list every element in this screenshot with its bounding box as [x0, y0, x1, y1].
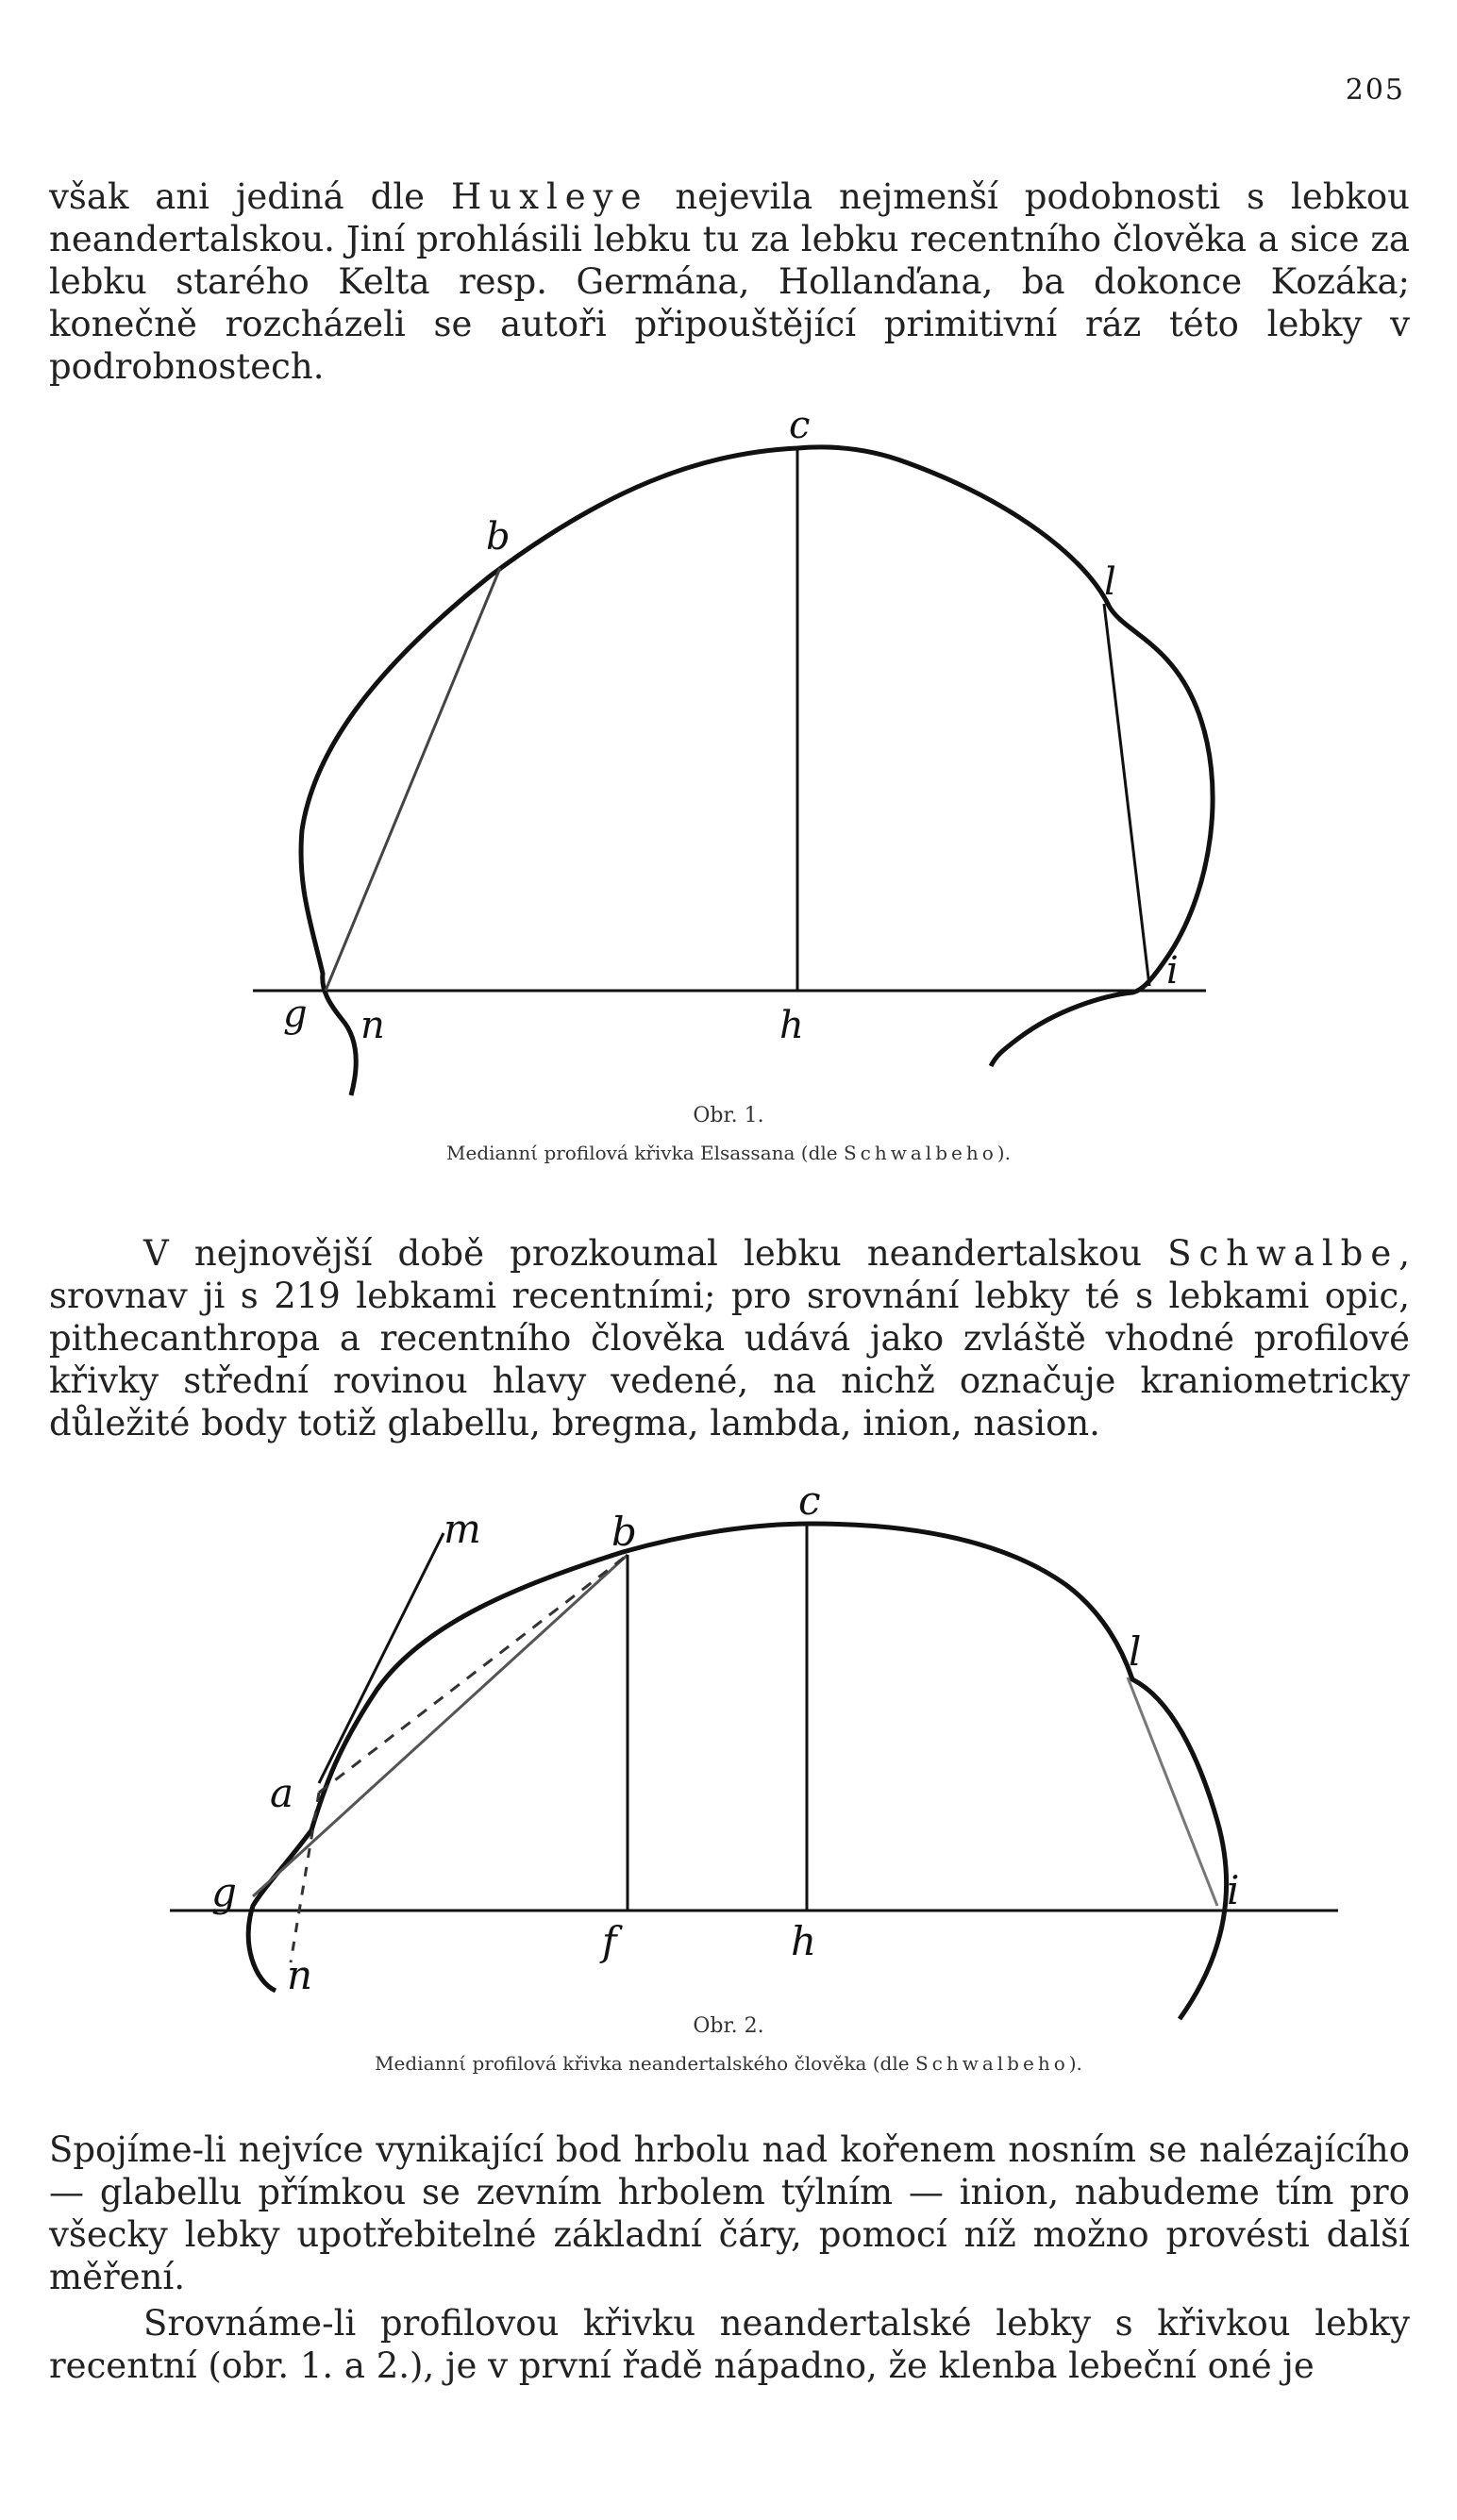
chord-l-i	[1128, 1677, 1217, 1906]
paragraph-2-start: V nejnovější době prozkoumal lebku neandertalskou	[143, 1233, 1168, 1274]
paragraph-1	[49, 175, 1410, 388]
author-name-huxley: Huxleye	[450, 176, 649, 217]
figure-2-number: Obr. 2.	[693, 2014, 764, 2038]
label-l: l	[1129, 1628, 1142, 1675]
figure-1-caption	[0, 1142, 1457, 1164]
figure-2	[0, 1472, 1457, 2094]
figure-2-caption	[0, 2052, 1457, 2075]
paragraph-4: Srovnáme-li profilovou křivku neandertalské lebky s křivkou lebky recentní (obr. 1. a 2.), je v první řadě nápadno, že klenba lebeční oné je	[49, 2303, 1410, 2386]
label-g: g	[283, 993, 308, 1036]
label-f: f	[602, 1918, 617, 1964]
paragraph-1-end: nejevila nejmenší podobnosti s lebkou neandertalskou. Jiní prohlásili lebku tu za lebku recentního člověka a sice za lebku starého Kelta resp. Germána, Hollanďana, ba dokonce Kozáka; konečně rozcházeli se autoři připouštějící primitivní ráz této lebky v podrobnostech.	[49, 176, 1410, 387]
skull-profile-curve	[301, 447, 1213, 1095]
paragraph-1-start: však ani jediná dle	[49, 176, 451, 217]
label-g: g	[211, 1869, 237, 1915]
figure-1-caption-end: ).	[996, 1142, 1011, 1164]
chord-g-b	[253, 1555, 628, 1896]
figure-1-caption-text: Mediannί profilová křivka Elsassana (dle	[446, 1142, 844, 1164]
label-b: b	[486, 515, 511, 559]
label-h: h	[779, 1004, 804, 1047]
figure-2-caption-end: ).	[1068, 2052, 1082, 2075]
chord-g-b	[326, 568, 500, 991]
label-n: n	[287, 1952, 313, 1998]
label-l: l	[1104, 560, 1116, 604]
paragraph-2	[49, 1232, 1410, 1444]
page-number: 205	[1345, 74, 1405, 107]
label-c: c	[789, 404, 811, 447]
figure-2-diagram	[0, 1472, 1457, 2076]
chord-a-b	[319, 1555, 628, 1793]
label-c: c	[798, 1477, 821, 1524]
paragraph-3: Spojíme-li nejvíce vynikající bod hrbolu nad kořenem nosním se nalézajícího — glabellu přímkou se zevním hrbolem týlním — inion, nabudeme tím pro všecky lebky upotřebitelné základní čáry, pomocí níž možno provésti další měření.	[49, 2129, 1410, 2297]
figure-2-caption-author: Schwalbeho	[914, 2052, 1069, 2075]
figure-1	[0, 396, 1457, 1164]
skull-profile-curve	[248, 1524, 1226, 2019]
author-name-schwalbe: Schwalbe	[1167, 1233, 1399, 1274]
figure-1-diagram	[0, 396, 1457, 1132]
label-i: i	[1227, 1867, 1240, 1913]
label-i: i	[1166, 949, 1179, 993]
figure-1-caption-author: Schwalbeho	[843, 1142, 997, 1164]
label-a: a	[270, 1770, 294, 1816]
label-h: h	[791, 1918, 817, 1964]
figure-2-caption-text: Mediannί profilová křivka neandertalského člověka (dle	[375, 2052, 915, 2075]
chord-l-i	[1104, 604, 1149, 986]
label-b: b	[611, 1509, 637, 1555]
chord-a-n	[291, 1793, 319, 1962]
tangent-line-m	[319, 1533, 444, 1783]
label-n: n	[360, 1004, 385, 1047]
label-m: m	[444, 1506, 481, 1552]
figure-1-number: Obr. 1.	[693, 1104, 764, 1127]
paragraph-2-end: , srovnav ji s 219 lebkami recentními; pro srovnání lebky té s lebkami opic, pithecanthropa a recentního člověka udává jako zvláště vhodné profilové křivky střední rovinou hlavy vedené, na nichž označuje kraniometricky důležité body totiž glabellu, bregma, lambda, inion, nasion.	[49, 1233, 1410, 1444]
